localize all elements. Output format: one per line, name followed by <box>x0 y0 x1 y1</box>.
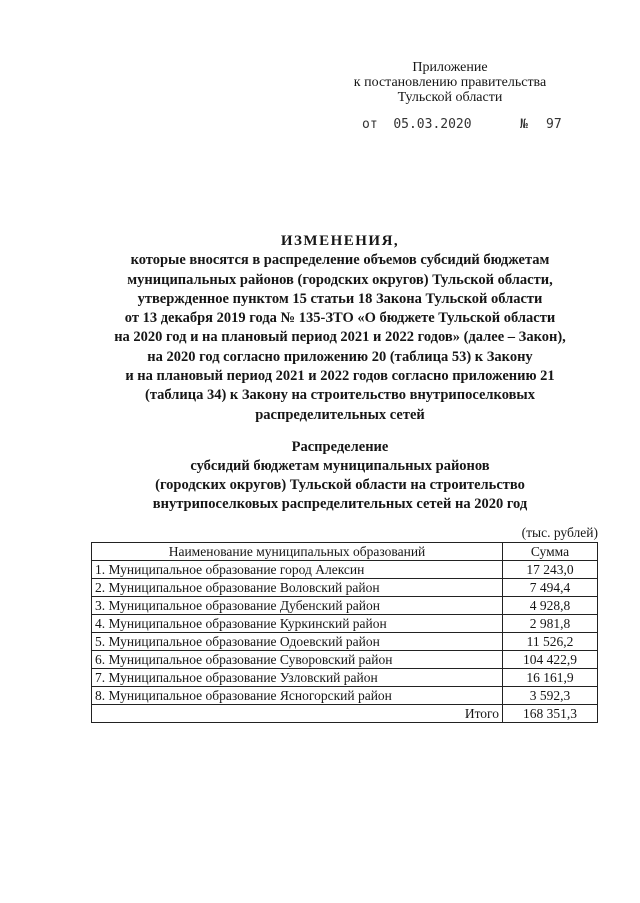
date-prefix: от <box>362 117 378 132</box>
total-label: Итого <box>92 705 503 723</box>
number-label: № <box>520 117 528 132</box>
appendix-header <box>340 60 560 105</box>
row-name: 4. Муниципальное образование Куркинский район <box>92 615 503 633</box>
table-row <box>92 579 598 597</box>
row-sum: 4 928,8 <box>503 597 598 615</box>
table-total-row <box>92 705 598 723</box>
row-sum: 3 592,3 <box>503 687 598 705</box>
decree-date-number <box>362 117 562 132</box>
appendix-line: Приложение <box>412 60 488 75</box>
subsidies-table <box>91 542 598 723</box>
row-name: 2. Муниципальное образование Воловский район <box>92 579 503 597</box>
distribution-line: (городских округов) Тульской области на строительство <box>155 477 525 493</box>
row-name: 7. Муниципальное образование Узловский район <box>92 669 503 687</box>
table-row <box>92 561 598 579</box>
appendix-line: Тульской области <box>397 90 503 105</box>
table-row <box>92 687 598 705</box>
row-sum: 11 526,2 <box>503 633 598 651</box>
table-row <box>92 633 598 651</box>
table-header-row <box>92 543 598 561</box>
title-line: и на плановый период 2021 и 2022 годов согласно приложению 21 <box>125 368 555 385</box>
header-name: Наименование муниципальных образований <box>92 543 503 561</box>
distribution-line: внутрипоселковых распределительных сетей на 2020 год <box>152 496 528 512</box>
row-name: 3. Муниципальное образование Дубенский район <box>92 597 503 615</box>
title-line: (таблица 34) к Закону на строительство внутрипоселковых <box>144 387 536 404</box>
row-name: 6. Муниципальное образование Суворовский район <box>92 651 503 669</box>
distribution-line: субсидий бюджетам муниципальных районов <box>190 458 490 474</box>
row-sum: 7 494,4 <box>503 579 598 597</box>
title-line: на 2020 год согласно приложению 20 (таблица 53) к Закону <box>147 348 533 365</box>
distribution-line: Распределение <box>291 439 389 455</box>
row-name: 5. Муниципальное образование Одоевский район <box>92 633 503 651</box>
row-sum: 17 243,0 <box>503 561 598 579</box>
document-title <box>60 232 620 425</box>
units-label: (тыс. рублей) <box>521 525 598 540</box>
decree-date: 05.03.2020 <box>393 117 472 132</box>
row-sum: 104 422,9 <box>503 651 598 669</box>
appendix-line: к постановлению правительства <box>353 75 547 90</box>
table-row <box>92 651 598 669</box>
title-line: распределительных сетей <box>255 406 425 423</box>
title-line: утвержденное пунктом 15 статьи 18 Закона Тульской области <box>137 290 543 307</box>
header-sum: Сумма <box>503 543 598 561</box>
row-name: 8. Муниципальное образование Ясногорский район <box>92 687 503 705</box>
row-name: 1. Муниципальное образование город Алексин <box>92 561 503 579</box>
title-line: от 13 декабря 2019 года № 135-ЗТО «О бюджете Тульской области <box>124 310 556 327</box>
total-sum: 168 351,3 <box>503 705 598 723</box>
distribution-title <box>60 438 620 514</box>
table-row <box>92 615 598 633</box>
title-line: муниципальных районов (городских округов) Тульской области, <box>127 271 553 288</box>
row-sum: 16 161,9 <box>503 669 598 687</box>
table-row <box>92 597 598 615</box>
table-row <box>92 669 598 687</box>
title-heading: ИЗМЕНЕНИЯ, <box>280 233 400 249</box>
title-line: которые вносятся в распределение объемов субсидий бюджетам <box>130 252 550 269</box>
title-line: на 2020 год и на плановый период 2021 и 2022 годов» (далее – Закон), <box>114 329 566 346</box>
decree-number: 97 <box>546 117 562 132</box>
row-sum: 2 981,8 <box>503 615 598 633</box>
